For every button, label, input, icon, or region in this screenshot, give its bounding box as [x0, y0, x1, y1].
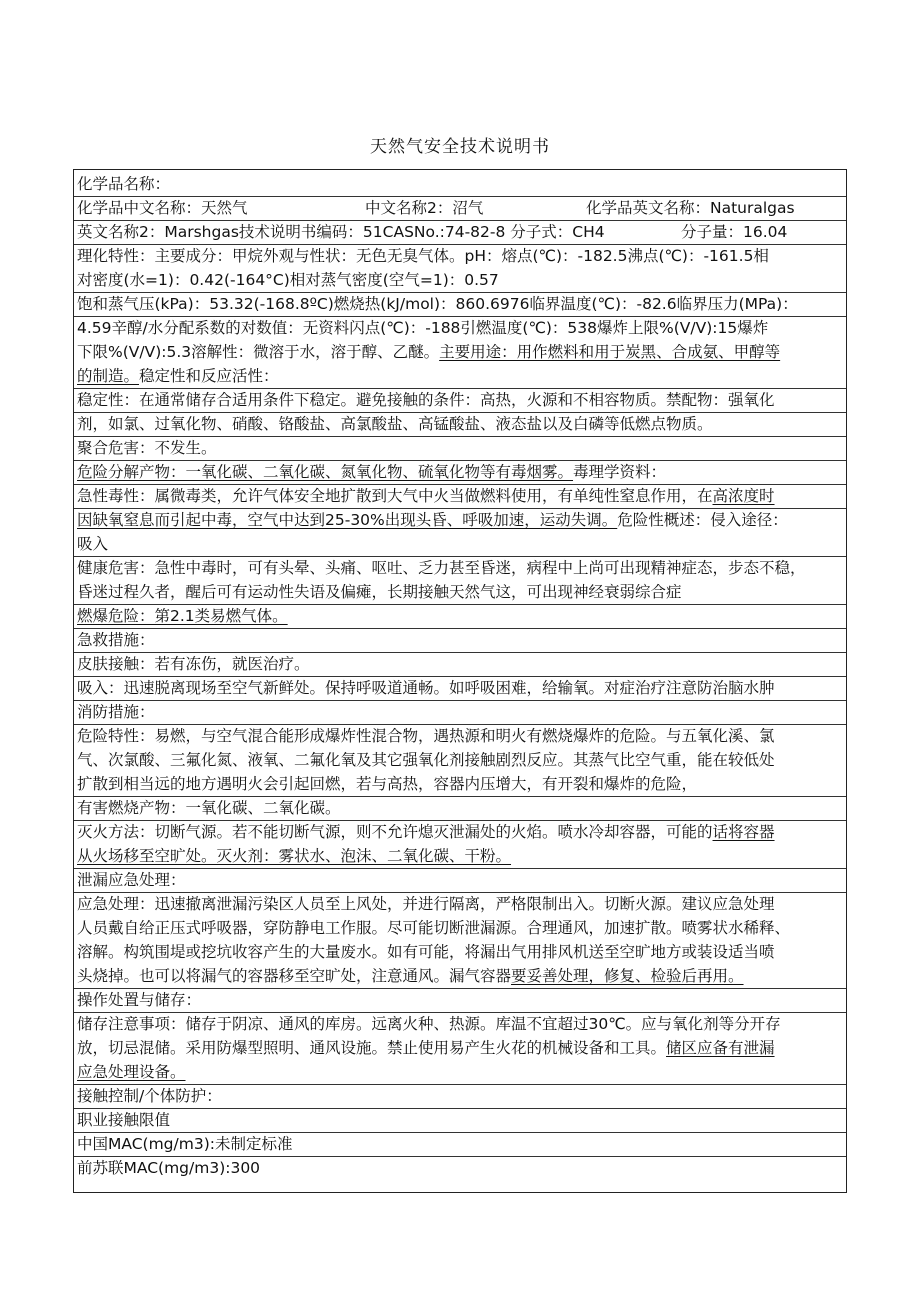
- text-line: [77, 916, 845, 940]
- text-segment: 应急处理设备。: [77, 1063, 186, 1081]
- row-divider: [74, 484, 846, 485]
- text-segment: 主要用途：用作燃料和用于炭黑、合成氨、甲醇等: [439, 343, 781, 361]
- text-line: [77, 868, 845, 892]
- text-segment: 急救措施：: [77, 631, 155, 649]
- text-line: [77, 292, 845, 316]
- text-line: [77, 556, 845, 580]
- text-segment: 中文名称2：沼气: [365, 199, 484, 217]
- text-segment: 前苏联MAC(mg/m3):300: [77, 1159, 261, 1177]
- text-segment: 4.59辛醇/水分配系数的对数值：无资料闪点(℃)：-188引燃温度(℃)：538爆炸上限%(V/V):15爆炸: [77, 319, 769, 337]
- text-segment: 昏迷过程久者，醒后可有运动性失语及偏瘫，长期接触天然气这，可出现神经衰弱综合症: [77, 583, 682, 601]
- text-line: [77, 436, 845, 460]
- text-line: [77, 244, 845, 268]
- text-segment: 剂，如氯、过氧化物、硝酸、铬酸盐、高氯酸盐、高锰酸盐、液态盐以及白磷等低燃点物质。: [77, 415, 713, 433]
- text-segment: 急性毒性：属微毒类，允许气体安全地扩散到大气中火当做燃料使用，有单纯性窒息作用，在: [77, 487, 713, 505]
- row-divider: [74, 1108, 846, 1109]
- text-segment: 吸入: [77, 535, 109, 553]
- document-table: [73, 169, 847, 1193]
- text-line: [77, 892, 845, 916]
- text-line: [77, 316, 845, 340]
- text-segment: 扩散到相当远的地方遇明火会引起回燃，若与高热，容器内压增大，有开裂和爆炸的危险，: [77, 775, 698, 793]
- text-segment: 从火场移至空旷处。灭火剂：雾状水、泡沫、二氧化碳、干粉。: [77, 847, 512, 865]
- text-segment: 英文名称2：Marshgas技术说明书编码：51CASNo.:74-82-8 分子式：CH4: [77, 223, 605, 241]
- text-line: [77, 820, 845, 844]
- text-segment: 危险分解产物：一氧化碳、二氧化碳、氮氧化物、硫氧化物等有毒烟雾。: [77, 463, 574, 481]
- text-line: [77, 604, 845, 628]
- text-line: [77, 484, 845, 508]
- text-line: [77, 676, 845, 700]
- text-line: [77, 1132, 845, 1156]
- text-segment: 中国MAC(mg/m3):未制定标准: [77, 1135, 293, 1153]
- row-divider: [74, 556, 846, 557]
- row-divider: [74, 1084, 846, 1085]
- text-line: [77, 748, 845, 772]
- text-line: [77, 1012, 845, 1036]
- text-segment: 健康危害：急性中毒时，可有头晕、头痛、呕吐、乏力甚至昏迷，病程中上尚可出现精神症态，步态不稳，: [77, 559, 806, 577]
- text-line: [77, 268, 845, 292]
- text-segment: 泄漏应急处理：: [77, 871, 186, 889]
- text-segment: 下限%(V/V):5.3溶解性：微溶于水，溶于醇、乙醚。: [77, 343, 440, 361]
- row-divider: [74, 244, 846, 245]
- text-segment: 饱和蒸气压(kPa)：53.32(-168.8ºC)燃烧热(kJ/mol)：860.6976临界温度(℃)：-82.6临界压力(MPa)：: [77, 295, 798, 313]
- row-divider: [74, 988, 846, 989]
- text-segment: 毒理学资料：: [573, 463, 667, 481]
- text-segment: 高浓度时: [712, 487, 775, 505]
- row-divider: [74, 892, 846, 893]
- text-segment: 吸入：迅速脱离现场至空气新鲜处。保持呼吸道通畅。如呼吸困难，给输氧。对症治疗注意防治脑水肿: [77, 679, 775, 697]
- row-divider: [74, 796, 846, 797]
- text-segment: 化学品英文名称：Naturalgas: [586, 199, 795, 217]
- text-segment: 聚合危害：不发生。: [77, 439, 217, 457]
- row-divider: [74, 700, 846, 701]
- text-line: [77, 196, 845, 220]
- text-line: [77, 1084, 845, 1108]
- text-line: [77, 628, 845, 652]
- text-line: [77, 652, 845, 676]
- text-segment: 职业接触限值: [77, 1111, 171, 1129]
- row-divider: [74, 316, 846, 317]
- row-divider: [74, 820, 846, 821]
- text-segment: 化学品名称：: [77, 175, 171, 193]
- text-line: [77, 1108, 845, 1132]
- text-line: [77, 964, 845, 988]
- text-line: [77, 388, 845, 412]
- text-line: [77, 772, 845, 796]
- text-segment: 稳定性：在通常储存合适用条件下稳定。避免接触的条件：高热，火源和不相容物质。禁配物：强氧化: [77, 391, 775, 409]
- text-line: [77, 412, 845, 436]
- row-divider: [74, 676, 846, 677]
- text-segment: 对密度(水=1)：0.42(-164°C)相对蒸气密度(空气=1)：0.57: [77, 271, 499, 289]
- text-line: [77, 532, 845, 556]
- text-segment: 消防措施：: [77, 703, 155, 721]
- text-line: [77, 724, 845, 748]
- row-divider: [74, 292, 846, 293]
- row-divider: [74, 604, 846, 605]
- text-segment: 危险特性：易燃，与空气混合能形成爆炸性混合物，遇热源和明火有燃烧爆炸的危险。与五氧化溪、氯: [77, 727, 775, 745]
- row-divider: [74, 628, 846, 629]
- row-divider: [74, 388, 846, 389]
- text-line: [77, 1060, 845, 1084]
- text-line: [77, 844, 845, 868]
- document-title: 天然气安全技术说明书: [370, 137, 550, 157]
- row-divider: [74, 220, 846, 221]
- text-segment: 分子量：16.04: [681, 223, 788, 241]
- row-divider: [74, 724, 846, 725]
- text-segment: 要妥善处理，修复、检验后再用。: [511, 967, 744, 985]
- text-line: [77, 580, 845, 604]
- row-divider: [74, 196, 846, 197]
- text-segment: 储存注意事项：储存于阴凉、通风的库房。远离火种、热源。库温不宜超过30℃。应与氧化剂等分开存: [77, 1015, 781, 1033]
- text-line: [77, 172, 845, 196]
- text-segment: 接触控制/个体防护：: [77, 1087, 222, 1105]
- row-divider: [74, 508, 846, 509]
- text-line: [77, 340, 845, 364]
- row-divider: [74, 1156, 846, 1157]
- text-segment: 危险性概述：侵入途径：: [617, 511, 788, 529]
- row-divider: [74, 412, 846, 413]
- text-line: [77, 1156, 845, 1180]
- row-divider: [74, 652, 846, 653]
- row-divider: [74, 868, 846, 869]
- text-line: [77, 700, 845, 724]
- text-line: [77, 460, 845, 484]
- text-line: [77, 220, 845, 244]
- text-segment: 储区应备有泄漏: [666, 1039, 775, 1057]
- text-segment: 稳定性和反应活性：: [139, 367, 279, 385]
- row-divider: [74, 1012, 846, 1013]
- text-segment: 皮肤接触：若有冻伤，就医治疗。: [77, 655, 310, 673]
- text-segment: 有害燃烧产物：一氧化碳、二氧化碳。: [77, 799, 341, 817]
- text-segment: 气、次氯酸、三氟化氮、液氧、二氟化氧及其它强氧化剂接触剧烈反应。其蒸气比空气重，能在较低处: [77, 751, 775, 769]
- text-segment: 放，切忌混储。采用防爆型照明、通风设施。禁止使用易产生火花的机械设备和工具。: [77, 1039, 667, 1057]
- text-segment: 燃爆危险：第2.1类易燃气体。: [77, 607, 288, 625]
- text-line: [77, 796, 845, 820]
- text-segment: 化学品中文名称：天然气: [77, 199, 248, 217]
- text-segment: 理化特性：主要成分：甲烷外观与性状：无色无臭气体。pH：熔点(℃)：-182.5沸点(℃)：-161.5相: [77, 247, 769, 265]
- text-segment: 头烧掉。也可以将漏气的容器移至空旷处，注意通风。漏气容器: [77, 967, 512, 985]
- row-divider: [74, 460, 846, 461]
- text-segment: 因缺氧窒息而引起中毒，空气中达到25-30%出现头昏、呼吸加速，运动失调。: [77, 511, 618, 529]
- text-line: [77, 940, 845, 964]
- text-segment: 溶解。构筑围堤或挖坑收容产生的大量废水。如有可能，将漏出气用排风机送至空旷地方或装设适当喷: [77, 943, 775, 961]
- text-segment: 的制造。: [77, 367, 140, 385]
- row-divider: [74, 436, 846, 437]
- text-line: [77, 508, 845, 532]
- text-line: [77, 364, 845, 388]
- text-segment: 人员戴自给正压式呼吸器，穿防静电工作服。尽可能切断泄漏源。合理通风，加速扩散。喷雾状水稀释、: [77, 919, 791, 937]
- text-segment: 应急处理：迅速撤离泄漏污染区人员至上风处，并进行隔离，严格限制出入。切断火源。建议应急处理: [77, 895, 775, 913]
- text-segment: 灭火方法：切断气源。若不能切断气源，则不允许熄灭泄漏处的火焰。喷水冷却容器，可能的: [77, 823, 713, 841]
- text-line: [77, 1036, 845, 1060]
- text-segment: 话将容器: [712, 823, 775, 841]
- text-line: [77, 988, 845, 1012]
- row-divider: [74, 1132, 846, 1133]
- text-segment: 操作处置与储存：: [77, 991, 202, 1009]
